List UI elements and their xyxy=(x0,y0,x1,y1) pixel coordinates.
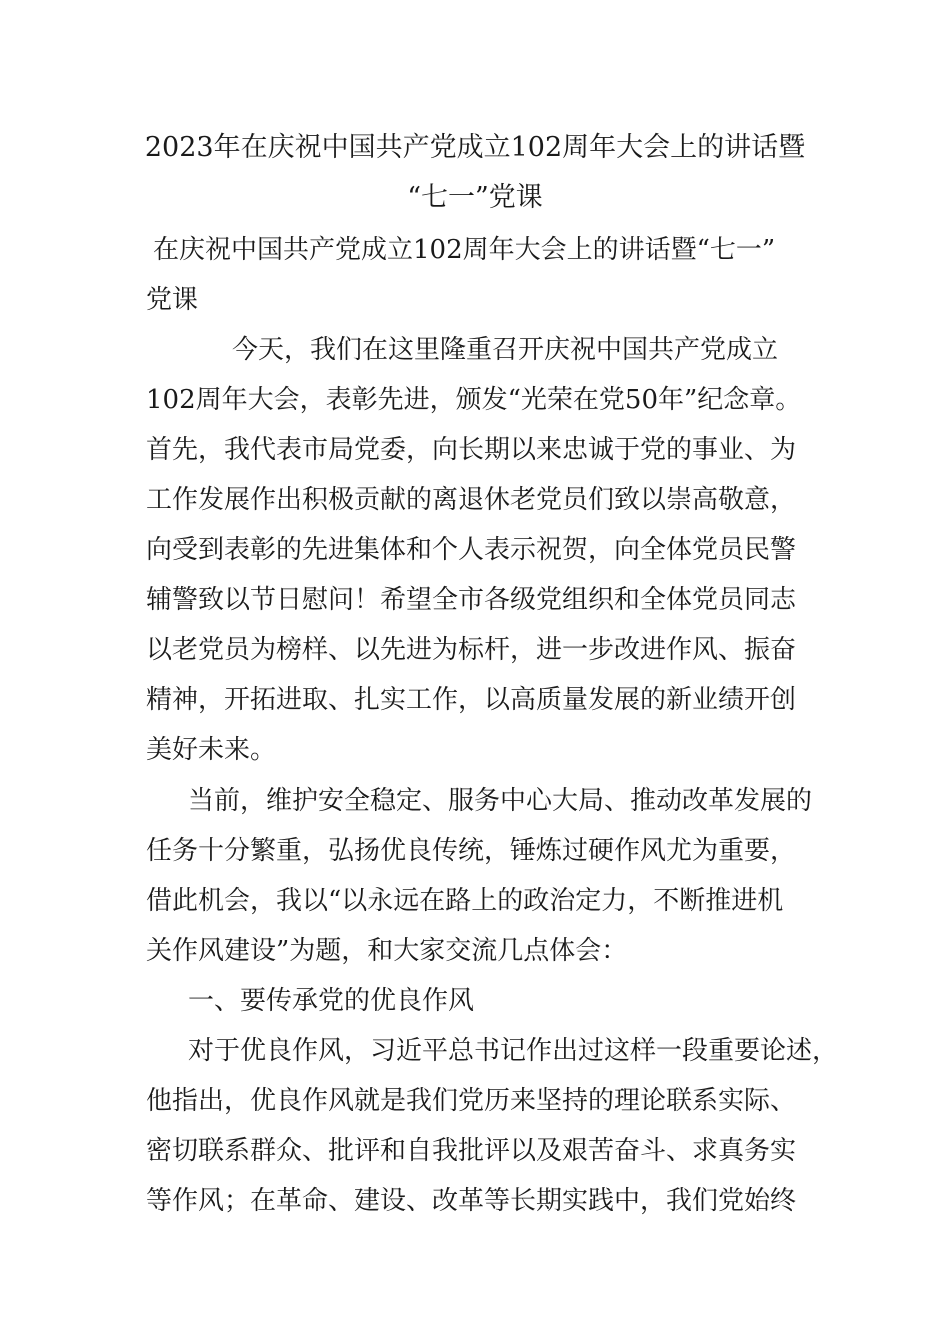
paragraph-1-line: 首先，我代表市局党委，向长期以来忠诚于党的事业、为 xyxy=(146,435,797,465)
paragraph-1-line: 辅警致以节日慰问！希望全市各级党组织和全体党员同志 xyxy=(146,585,797,615)
paragraph-2-line: 当前，维护安全稳定、服务中心大局、推动改革发展的 xyxy=(188,786,813,816)
paragraph-1-line: 工作发展作出积极贡献的离退休老党员们致以崇高敬意， xyxy=(146,485,797,515)
paragraph-1-line: 向受到表彰的先进集体和个人表示祝贺，向全体党员民警 xyxy=(146,535,797,565)
paragraph-1-line: 以老党员为榜样、以先进为标杆，进一步改进作风、振奋 xyxy=(146,635,797,665)
paragraph-2-line: 任务十分繁重，弘扬优良传统，锤炼过硬作风尤为重要， xyxy=(146,836,797,866)
paragraph-3-line: 对于优良作风，习近平总书记作出过这样一段重要论述， xyxy=(188,1036,839,1066)
subtitle-line-2: 党课 xyxy=(146,285,199,315)
paragraph-3-line: 密切联系群众、批评和自我批评以及艰苦奋斗、求真务实 xyxy=(146,1136,797,1166)
paragraph-1-line: 今天，我们在这里隆重召开庆祝中国共产党成立 xyxy=(232,335,779,365)
paragraph-2-line: 借此机会，我以“以永远在路上的政治定力，不断推进机 xyxy=(146,886,784,916)
document-title-line-2: “七一”党课 xyxy=(407,182,543,213)
paragraph-1-line: 精神，开拓进取、扎实工作，以高质量发展的新业绩开创 xyxy=(146,685,797,715)
paragraph-3-line: 等作风；在革命、建设、改革等长期实践中，我们党始终 xyxy=(146,1186,797,1216)
paragraph-2-line: 关作风建设”为题，和大家交流几点体会： xyxy=(146,936,628,966)
document-title-line-1: 2023年在庆祝中国共产党成立102周年大会上的讲话暨 xyxy=(144,132,806,163)
paragraph-1-line: 102周年大会，表彰先进，颁发“光荣在党50年”纪念章。 xyxy=(146,385,802,415)
subtitle-line-1: 在庆祝中国共产党成立102周年大会上的讲话暨“七一” xyxy=(153,235,776,265)
section-heading-1: 一、要传承党的优良作风 xyxy=(188,986,475,1016)
paragraph-1-line: 美好未来。 xyxy=(146,735,277,765)
paragraph-3-line: 他指出，优良作风就是我们党历来坚持的理论联系实际、 xyxy=(146,1086,797,1116)
